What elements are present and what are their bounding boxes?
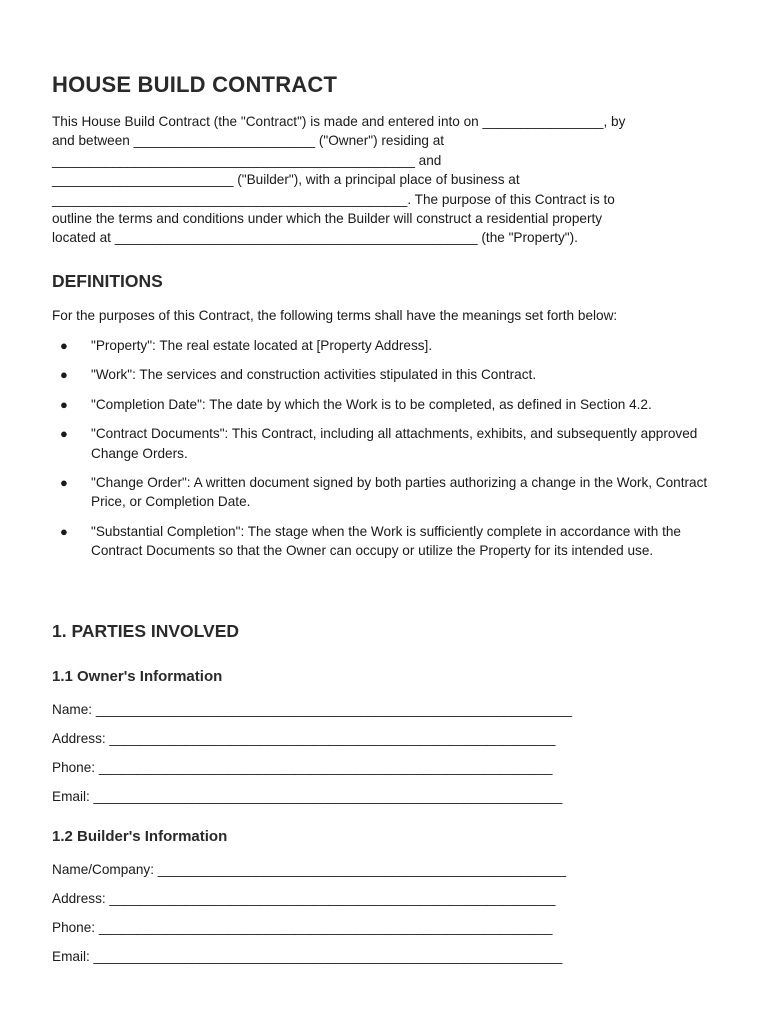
definition-text: "Work": The services and construction activities stipulated in this Contract. bbox=[91, 367, 537, 383]
definition-item bbox=[52, 336, 722, 355]
definition-text: "Change Order": A written document signed by both parties authorizing a change in the Work, Contract Price, or Completion Date. bbox=[91, 475, 708, 510]
intro-line: outline the terms and conditions under which the Builder will construct a residential property bbox=[52, 211, 603, 227]
intro-line: ________________________ ("Builder"), with a principal place of business at bbox=[52, 172, 520, 188]
definition-text: "Property": The real estate located at [Property Address]. bbox=[91, 338, 433, 353]
bullet-icon: ● bbox=[60, 475, 68, 491]
definition-text: "Completion Date": The date by which the Work is to be completed, as defined in Section 4.2. bbox=[91, 396, 652, 412]
owner-info-heading: 1.1 Owner's Information bbox=[52, 668, 223, 685]
definitions-lead: For the purposes of this Contract, the following terms shall have the meanings set forth below: bbox=[52, 308, 618, 323]
builder-email-field[interactable]: Email: ______________________________________________________________ bbox=[52, 949, 563, 964]
intro-line: _______________________________________________. The purpose of this Contract is to bbox=[52, 191, 615, 207]
builder-info-heading: 1.2 Builder's Information bbox=[52, 828, 228, 845]
definition-item bbox=[52, 365, 722, 384]
definitions-list bbox=[52, 336, 722, 571]
definition-text: "Contract Documents": This Contract, including all attachments, exhibits, and subsequently approved Change Orders. bbox=[91, 426, 698, 461]
owner-phone-field[interactable]: Phone: ____________________________________________________________ bbox=[52, 760, 553, 775]
definition-item bbox=[52, 522, 722, 561]
document-title: HOUSE BUILD CONTRACT bbox=[52, 72, 338, 97]
intro-line: ________________________________________________ and bbox=[52, 152, 442, 168]
definition-item bbox=[52, 395, 722, 414]
intro-line: located at ________________________________________________ (the "Property"). bbox=[52, 230, 578, 246]
intro-line: This House Build Contract (the "Contract") is made and entered into on ________________, by bbox=[52, 114, 626, 129]
definitions-heading: DEFINITIONS bbox=[52, 271, 163, 291]
owner-address-field[interactable]: Address: ___________________________________________________________ bbox=[52, 731, 556, 746]
intro-paragraph bbox=[52, 112, 722, 248]
bullet-icon: ● bbox=[60, 426, 68, 442]
builder-name-field[interactable]: Name/Company: ______________________________________________________ bbox=[52, 862, 567, 877]
builder-address-field[interactable]: Address: ___________________________________________________________ bbox=[52, 891, 556, 906]
bullet-icon: ● bbox=[60, 367, 68, 383]
owner-email-field[interactable]: Email: ______________________________________________________________ bbox=[52, 789, 563, 804]
bullet-icon: ● bbox=[60, 338, 68, 353]
definition-text: "Substantial Completion": The stage when the Work is sufficiently complete in accordance with the Contract Documents so that the Owner can occupy or utilize the Property for its intended use. bbox=[91, 523, 681, 559]
definition-item bbox=[52, 424, 722, 463]
owner-name-field[interactable]: Name: _______________________________________________________________ bbox=[52, 702, 573, 717]
bullet-icon: ● bbox=[60, 523, 68, 539]
bullet-icon: ● bbox=[60, 396, 68, 412]
builder-phone-field[interactable]: Phone: ____________________________________________________________ bbox=[52, 920, 553, 935]
definition-item bbox=[52, 473, 722, 512]
parties-heading: 1. PARTIES INVOLVED bbox=[52, 621, 240, 641]
intro-line: and between ________________________ ("Owner") residing at bbox=[52, 133, 445, 149]
